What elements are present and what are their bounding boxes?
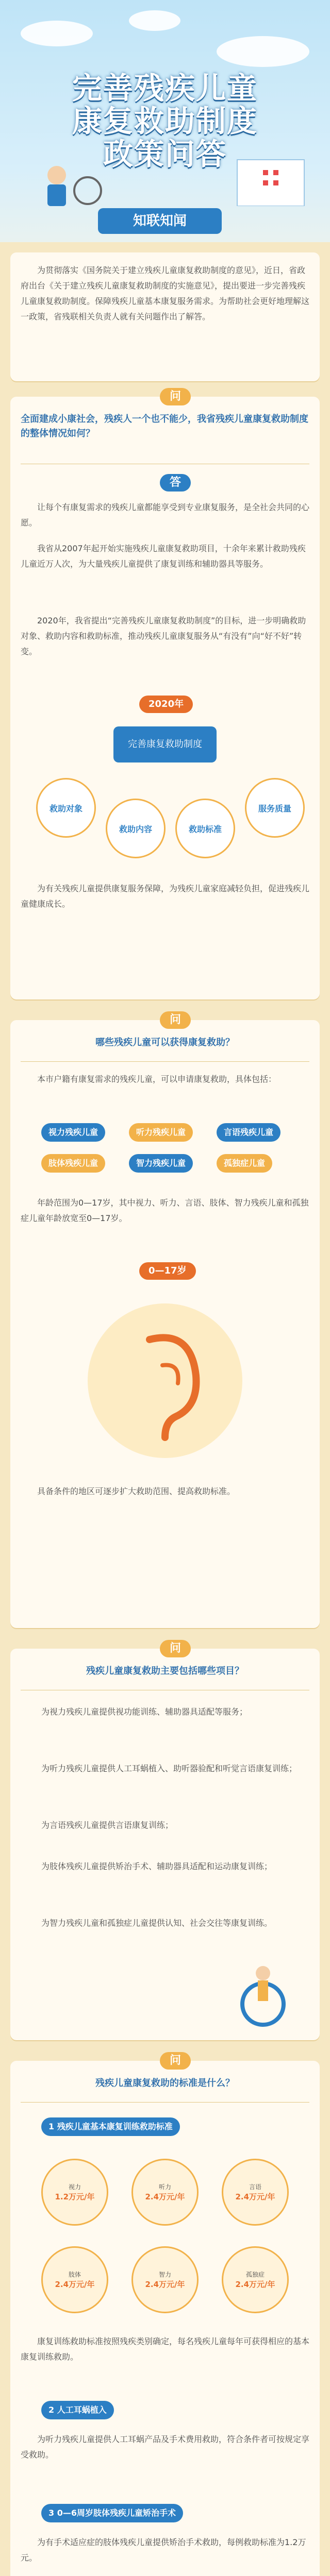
bubble-label: 智力: [158, 2271, 171, 2278]
q2-item: 言语残疾儿童: [217, 1123, 280, 1142]
intro-card: [10, 252, 320, 381]
bubble-hearing: [131, 2159, 199, 2226]
bubble-vision: [41, 2159, 108, 2226]
year-pill: 2020年: [139, 696, 193, 713]
hero-title-line3: 政策问答: [103, 137, 227, 172]
q1-tag: 救助对象: [36, 778, 96, 838]
q4-subtitle-2: 2 人工耳蜗植入: [41, 2401, 114, 2419]
bubble-value: 2.4万元/年: [145, 2280, 185, 2289]
q3-bullet: 为言语残疾儿童提供言语康复训练；: [41, 1820, 174, 1830]
q1-paragraph-2: 我省从2007年起开始实施残疾儿童康复救助项目，十余年来累计救助残疾儿童近万人次，为大量残疾儿童提供了康复训练和辅助器具等服务。: [21, 544, 306, 569]
q2-item: 智力残疾儿童: [129, 1154, 193, 1173]
q4-subtitle-3: 3 0—6周岁肢体残疾儿童矫治手术: [41, 2504, 183, 2522]
q2-paragraph-1: 本市户籍有康复需求的残疾儿童，可以申请康复救助，具体包括：: [37, 1074, 277, 1084]
bubble-label: 视力: [68, 2183, 81, 2191]
goal-box: 完善康复救助制度: [113, 726, 217, 762]
q1-tag: 救助标准: [175, 799, 235, 858]
q3-bullet: 为智力残疾儿童和孤独症儿童提供认知、社会交往等康复训练。: [41, 1918, 273, 1928]
bubble-label: 孤独症: [245, 2271, 265, 2278]
q3-bullet: 为视力残疾儿童提供视功能训练、辅助器具适配等服务；: [41, 1707, 248, 1717]
ear-illustration: [72, 1298, 258, 1463]
intro-text: 为贯彻落实《国务院关于建立残疾儿童康复救助制度的意见》，近日，省政府出台《关于建立残疾儿童康复救助制度的实施意见》，提出要进一步完善残疾儿童康复救助制度。保障残疾儿童基本康复服务需求。为帮助社会更好地理解这一政策，省残联相关负责人就有关问题作出了解答。: [21, 265, 310, 321]
q2-item: 孤独症儿童: [217, 1154, 272, 1173]
hero-illustration: [10, 155, 320, 206]
q2-title: 哪些残疾儿童可以获得康复救助？: [95, 1037, 235, 1048]
q1-paragraph-4: 为有关残疾儿童提供康复服务保障，为残疾儿童家庭减轻负担，促进残疾儿童健康成长。: [21, 884, 310, 909]
q3-card: [10, 1642, 320, 2040]
question-badge: 问: [160, 1011, 191, 1029]
q1-card: [10, 390, 320, 999]
q2-paragraph-2: 年龄范围为0—17岁，其中视力、听力、言语、肢体、智力残疾儿童和孤独症儿童年龄放宽至0—17岁。: [21, 1198, 309, 1223]
age-pill: 0—17岁: [139, 1262, 196, 1280]
q1-paragraph-1: 让每个有康复需求的残疾儿童都能享受到专业康复服务，是全社会共同的心愿。: [21, 502, 310, 528]
bubble-limb: [41, 2246, 108, 2313]
answer-badge: 答: [160, 474, 191, 492]
bubble-value: 2.4万元/年: [235, 2280, 275, 2289]
q4-card: [10, 2054, 320, 2576]
wheelchair-illustration: [227, 1963, 309, 2030]
question-badge: 问: [160, 1640, 191, 1657]
q2-card: [10, 1013, 320, 1628]
divider: [21, 2102, 309, 2103]
q2-item: 肢体残疾儿童: [41, 1154, 105, 1173]
bubble-speech: [222, 2159, 289, 2226]
bubble-label: 言语: [249, 2183, 261, 2191]
bubble-intellect: [131, 2246, 199, 2313]
question-badge: 问: [160, 2052, 191, 2070]
divider: [21, 1061, 309, 1062]
bubble-autism: [222, 2246, 289, 2313]
q4-paragraph-1: 康复训练救助标准按照残疾类别确定，每名残疾儿童每年可获得相应的基本康复训练救助。: [21, 2336, 310, 2362]
q4-subtitle-1: 1 残疾儿童基本康复训练救助标准: [41, 2117, 180, 2136]
q3-title: 残疾儿童康复救助主要包括哪些项目？: [86, 1666, 244, 1676]
q1-title: 全面建成小康社会，残疾人一个也不能少，我省残疾儿童康复救助制度的整体情况如何？: [21, 414, 308, 439]
hero-title-line2: 康复救助制度: [72, 104, 258, 139]
bubble-value: 2.4万元/年: [145, 2192, 185, 2201]
q2-paragraph-3: 具备条件的地区可逐步扩大救助范围、提高救助标准。: [37, 1486, 236, 1496]
hero-banner: [0, 0, 330, 242]
brand-badge: 知联知闻: [98, 208, 222, 234]
cloud-decoration: [129, 10, 180, 31]
q2-item: 听力残疾儿童: [129, 1123, 193, 1142]
q1-tag: 救助内容: [106, 799, 166, 858]
cloud-decoration: [21, 21, 93, 46]
q4-title: 残疾儿童康复救助的标准是什么？: [95, 2078, 235, 2089]
bubble-value: 2.4万元/年: [55, 2280, 95, 2289]
q4-paragraph-2: 为听力残疾儿童提供人工耳蜗产品及手术费用救助，符合条件者可按规定享受救助。: [21, 2434, 310, 2460]
bubble-value: 1.2万元/年: [55, 2192, 95, 2201]
question-badge: 问: [160, 388, 191, 405]
bubble-label: 听力: [158, 2183, 171, 2191]
q1-paragraph-3: 2020年，我省提出“完善残疾儿童康复救助制度”的目标，进一步明确救助对象、救助内容和救助标准，推动残疾儿童康复服务从“有没有”向“好不好”转变。: [21, 616, 306, 656]
q2-item: 视力残疾儿童: [41, 1123, 105, 1142]
q3-bullet: 为肢体残疾儿童提供矫治手术、辅助器具适配和运动康复训练；: [41, 1861, 273, 1871]
q3-bullet: 为听力残疾儿童提供人工耳蜗植入、助听器验配和听觉言语康复训练；: [41, 1764, 298, 1773]
bubble-value: 2.4万元/年: [235, 2192, 275, 2201]
q1-tag: 服务质量: [245, 778, 305, 838]
cloud-decoration: [217, 36, 309, 67]
hero-title-line1: 完善残疾儿童: [72, 71, 258, 106]
bubble-label: 肢体: [68, 2271, 81, 2278]
q4-paragraph-3: 为有手术适应症的肢体残疾儿童提供矫治手术救助，每例救助标准为1.2万元。: [21, 2537, 306, 2563]
